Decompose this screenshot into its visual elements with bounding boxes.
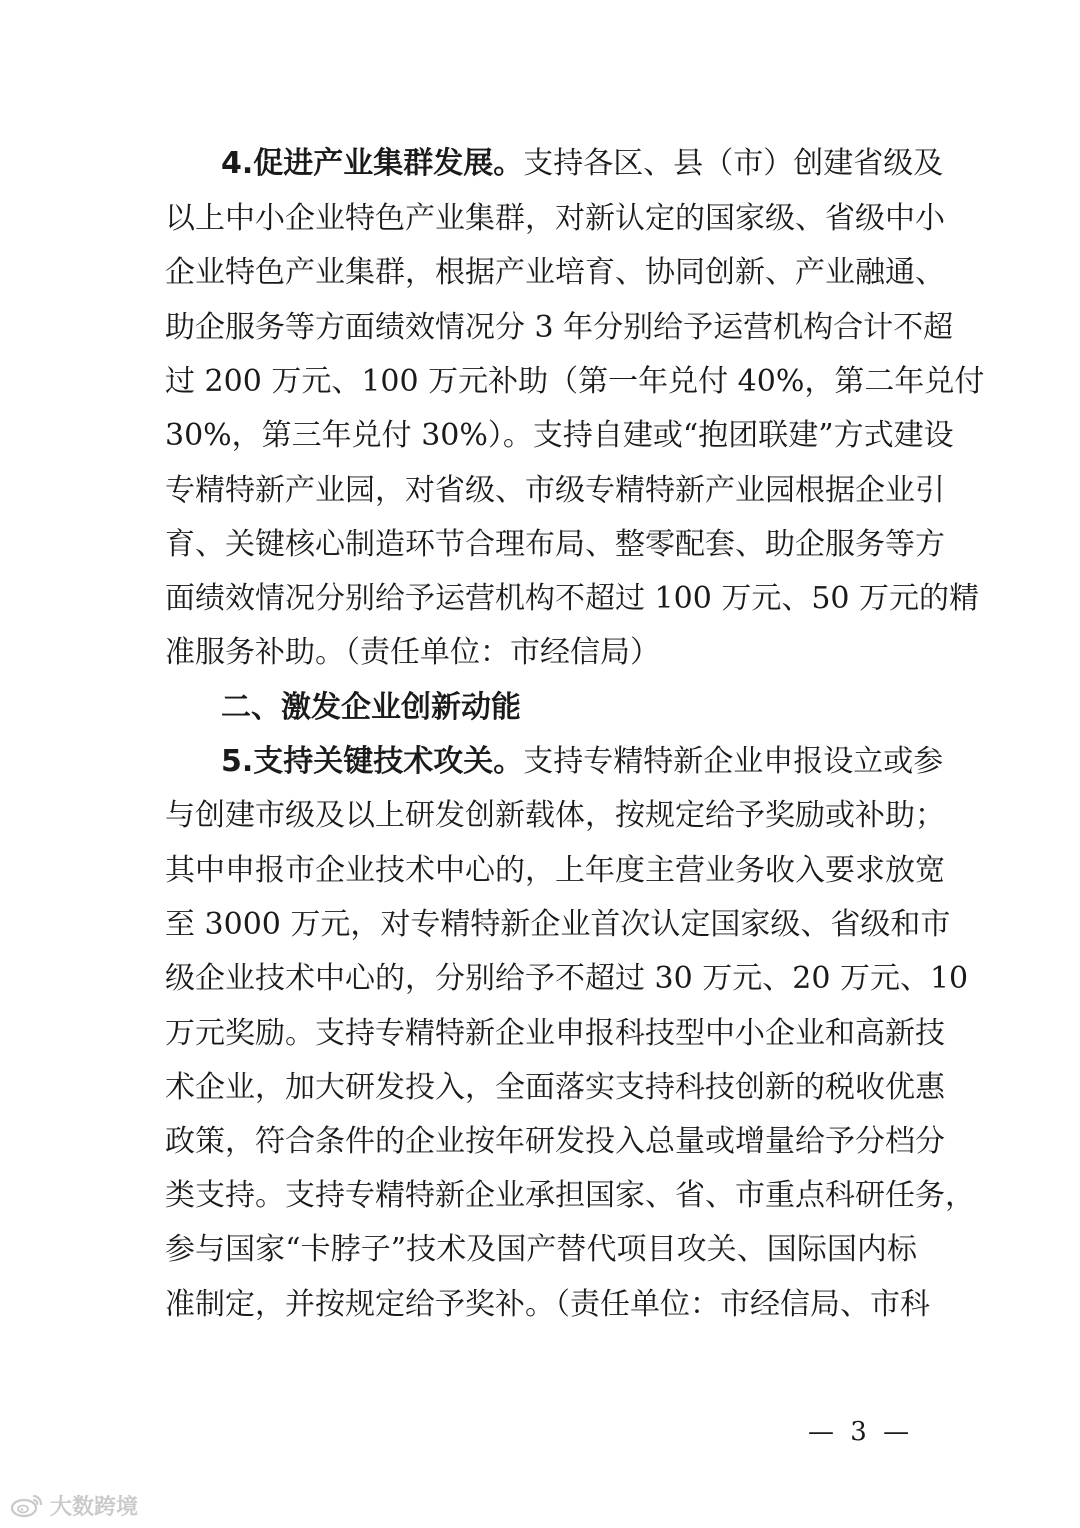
paragraph-5-line-11: 准制定，并按规定给予奖补。（责任单位：市经信局、市科: [165, 1287, 930, 1322]
paragraph-5-line-6: 万元奖励。支持专精特新企业申报科技型中小企业和高新技: [165, 1016, 945, 1051]
watermark-text: 大数跨境: [50, 1494, 139, 1520]
paragraph-5-line-7: 术企业，加大研发投入，全面落实支持科技创新的税收优惠: [165, 1070, 945, 1105]
paragraph-5-line-5: 级企业技术中心的，分别给予不超过 30 万元、20 万元、10: [165, 961, 969, 996]
paragraph-5-line-1: [221, 740, 944, 784]
paragraph-4-line-3: 企业特色产业集群，根据产业培育、协同创新、产业融通、: [165, 255, 945, 290]
paragraph-4-line-7: 专精特新产业园，对省级、市级专精特新产业园根据企业引: [165, 473, 945, 508]
paragraph-4-line-2: 以上中小企业特色产业集群，对新认定的国家级、省级中小: [165, 201, 945, 236]
paragraph-5-line-10: 参与国家“卡脖子”技术及国产替代项目攻关、国际国内标: [165, 1232, 917, 1267]
paragraph-5-line-3: 其中申报市企业技术中心的，上年度主营业务收入要求放宽: [165, 853, 945, 888]
paragraph-4-line-4: 助企服务等方面绩效情况分 3 年分别给予运营机构合计不超: [165, 310, 954, 345]
paragraph-4-line-1: [221, 142, 944, 186]
paragraph-4-line-1-text: 支持各区、县（市）创建省级及: [523, 146, 944, 181]
paragraph-4-line-5: 过 200 万元、100 万元补助（第一年兑付 40%，第二年兑付: [165, 364, 985, 399]
paragraph-5-line-1-text: 支持专精特新企业申报设立或参: [523, 744, 944, 779]
page-number: — 3 —: [808, 1417, 914, 1447]
paragraph-5-lead: 5.支持关键技术攻关。: [221, 744, 524, 779]
paragraph-4-line-8: 育、关键核心制造环节合理布局、整零配套、助企服务等方: [165, 527, 945, 562]
section-heading: 二、激发企业创新动能: [221, 690, 521, 725]
paragraph-5-line-9: 类支持。支持专精特新企业承担国家、省、市重点科研任务，: [165, 1178, 975, 1213]
paragraph-4-line-9: 面绩效情况分别给予运营机构不超过 100 万元、50 万元的精: [165, 581, 980, 616]
paragraph-4-lead: 4.促进产业集群发展。: [221, 146, 524, 181]
paragraph-5-line-2: 与创建市级及以上研发创新载体，按规定给予奖励或补助；: [165, 798, 945, 833]
paragraph-4-line-6: 30%，第三年兑付 30%）。支持自建或“抱团联建”方式建设: [165, 418, 954, 453]
weibo-logo-icon: [10, 1492, 44, 1518]
paragraph-5-line-8: 政策，符合条件的企业按年研发投入总量或增量给予分档分: [165, 1124, 945, 1159]
watermark: [10, 1490, 138, 1520]
paragraph-4-line-10: 准服务补助。（责任单位：市经信局）: [165, 635, 660, 670]
paragraph-5-line-4: 至 3000 万元，对专精特新企业首次认定国家级、省级和市: [165, 907, 951, 942]
